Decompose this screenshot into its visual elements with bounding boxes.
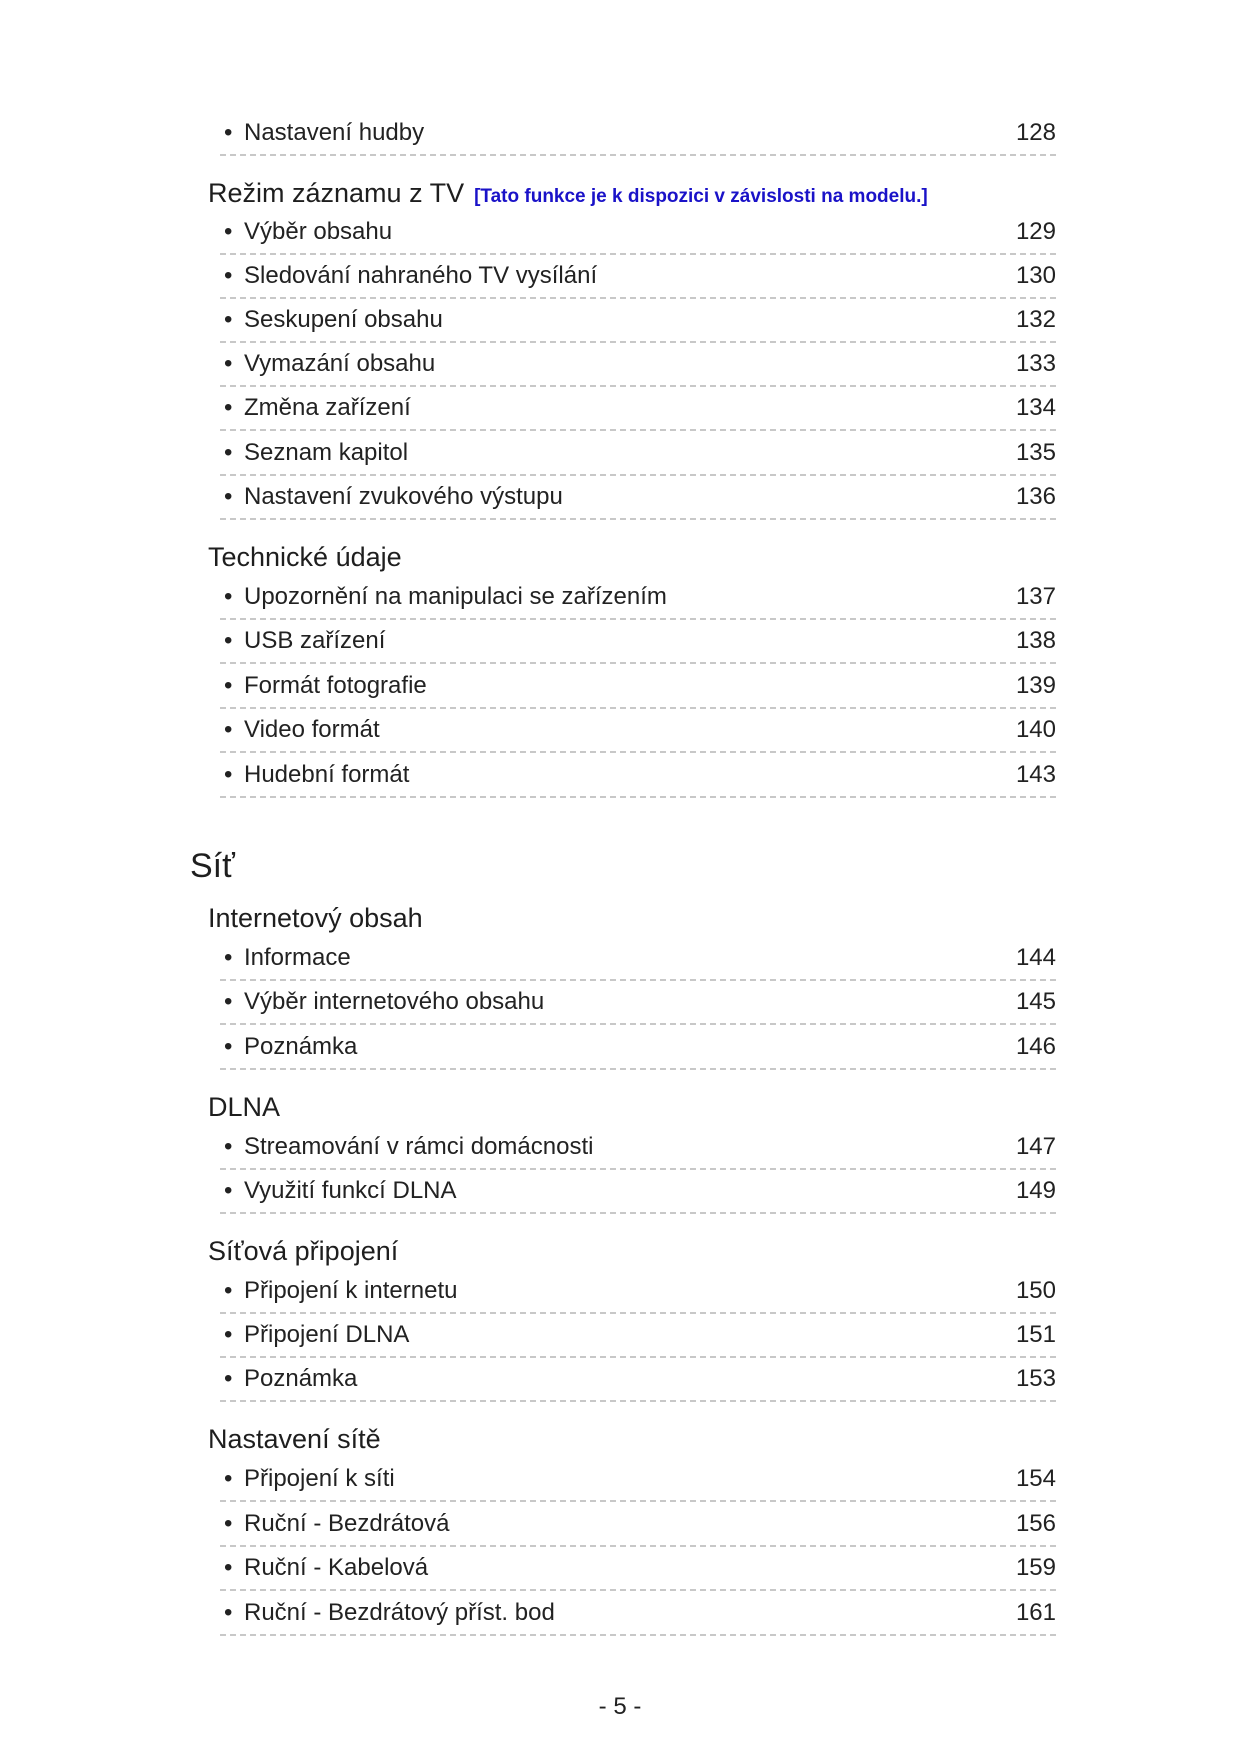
bullet-icon: •: [224, 944, 233, 971]
toc-entry-label: Připojení DLNA: [244, 1321, 410, 1348]
toc-entry[interactable]: [220, 624, 1056, 664]
toc-entry[interactable]: [220, 758, 1056, 798]
toc-entry-page: 154: [1015, 1465, 1056, 1492]
toc-entry-page: 161: [1015, 1599, 1056, 1626]
toc-entry-label: Sledování nahraného TV vysílání: [244, 262, 598, 289]
toc-entry-page: 128: [1015, 119, 1056, 146]
toc-entry[interactable]: [220, 480, 1056, 520]
toc-entry-nastaveni-hudby[interactable]: [220, 116, 1056, 156]
toc-entry-page: 146: [1015, 1033, 1056, 1060]
toc-entry-page: 145: [1015, 988, 1056, 1015]
toc-entry-label: Vymazání obsahu: [244, 350, 436, 377]
subsection-title: Režim záznamu z TV: [208, 178, 465, 208]
toc-entry-page: 147: [1015, 1133, 1056, 1160]
bullet-icon: •: [224, 1510, 233, 1537]
subsection-heading-technicke: [208, 540, 402, 574]
toc-entry-page: 137: [1015, 583, 1056, 610]
toc-entry-page: 138: [1015, 627, 1056, 654]
toc-entry-page: 135: [1015, 439, 1056, 466]
bullet-icon: •: [224, 672, 233, 699]
toc-entry-page: 159: [1015, 1554, 1056, 1581]
toc-entry-label: Informace: [244, 944, 351, 971]
section-title: Síť: [190, 847, 235, 885]
toc-entry[interactable]: [220, 391, 1056, 431]
subsection-heading-sitova: [208, 1234, 398, 1268]
toc-entry-label: Seznam kapitol: [244, 439, 409, 466]
bullet-icon: •: [224, 1177, 233, 1204]
bullet-icon: •: [224, 1554, 233, 1581]
toc-entry-label: Poznámka: [244, 1365, 358, 1392]
toc-entry-label: Ruční - Bezdrátová: [244, 1510, 450, 1537]
toc-entry-page: 151: [1015, 1321, 1056, 1348]
toc-entry-label: Ruční - Bezdrátový příst. bod: [244, 1599, 555, 1626]
toc-entry-page: 144: [1015, 944, 1056, 971]
subsection-title: Nastavení sítě: [208, 1424, 381, 1454]
toc-entry-page: 134: [1015, 394, 1056, 421]
subsection-heading-dlna: [208, 1090, 280, 1124]
toc-entry-label: Poznámka: [244, 1033, 358, 1060]
toc-entry[interactable]: [220, 1507, 1056, 1547]
toc-entry[interactable]: [220, 1462, 1056, 1502]
page-number: - 5 -: [598, 1693, 642, 1720]
subsection-title: Technické údaje: [208, 542, 402, 572]
toc-entry-page: 130: [1015, 262, 1056, 289]
bullet-icon: •: [224, 218, 233, 245]
toc-entry[interactable]: [220, 1318, 1056, 1358]
toc-entry-label: Změna zařízení: [244, 394, 411, 421]
toc-entry-label: Nastavení hudby: [244, 119, 425, 146]
subsection-title: Síťová připojení: [208, 1236, 399, 1266]
toc-entry[interactable]: [220, 1174, 1056, 1214]
bullet-icon: •: [224, 1321, 233, 1348]
toc-entry[interactable]: [220, 713, 1056, 753]
bullet-icon: •: [224, 119, 233, 146]
bullet-icon: •: [224, 1465, 233, 1492]
section-heading-sit: [190, 846, 235, 886]
toc-entry[interactable]: [220, 985, 1056, 1025]
toc-entry-label: Video formát: [244, 716, 380, 743]
bullet-icon: •: [224, 350, 233, 377]
toc-entry[interactable]: [220, 1130, 1056, 1170]
bullet-icon: •: [224, 761, 233, 788]
subsection-title: DLNA: [208, 1092, 281, 1122]
toc-entry[interactable]: [220, 1274, 1056, 1314]
toc-entry[interactable]: [220, 1362, 1056, 1402]
toc-entry-label: Ruční - Kabelová: [244, 1554, 429, 1581]
toc-entry-label: Výběr internetového obsahu: [244, 988, 545, 1015]
toc-entry-page: 136: [1015, 483, 1056, 510]
toc-entry[interactable]: [220, 303, 1056, 343]
subsection-title: Internetový obsah: [208, 903, 423, 933]
bullet-icon: •: [224, 1365, 233, 1392]
toc-entry-page: 140: [1015, 716, 1056, 743]
model-availability-note: [Tato funkce je k dispozici v závislosti na modelu.]: [474, 186, 928, 207]
toc-entry-label: Výběr obsahu: [244, 218, 393, 245]
toc-entry[interactable]: [220, 215, 1056, 255]
bullet-icon: •: [224, 1033, 233, 1060]
bullet-icon: •: [224, 1599, 233, 1626]
toc-entry-page: 132: [1015, 306, 1056, 333]
toc-entry-label: Upozornění na manipulaci se zařízením: [244, 583, 667, 610]
toc-entry-page: 153: [1015, 1365, 1056, 1392]
toc-entry-label: Seskupení obsahu: [244, 306, 443, 333]
toc-entry-page: 156: [1015, 1510, 1056, 1537]
toc-entry[interactable]: [220, 1551, 1056, 1591]
toc-entry-page: 143: [1015, 761, 1056, 788]
toc-entry[interactable]: [220, 941, 1056, 981]
toc-entry-page: 133: [1015, 350, 1056, 377]
bullet-icon: •: [224, 627, 233, 654]
bullet-icon: •: [224, 483, 233, 510]
bullet-icon: •: [224, 716, 233, 743]
bullet-icon: •: [224, 1133, 233, 1160]
toc-entry-label: Využití funkcí DLNA: [244, 1177, 457, 1204]
bullet-icon: •: [224, 306, 233, 333]
toc-entry[interactable]: [220, 347, 1056, 387]
toc-entry-page: 139: [1015, 672, 1056, 699]
bullet-icon: •: [224, 262, 233, 289]
bullet-icon: •: [224, 583, 233, 610]
toc-entry[interactable]: [220, 259, 1056, 299]
toc-entry-label: Formát fotografie: [244, 672, 427, 699]
toc-entry[interactable]: [220, 580, 1056, 620]
toc-entry-label: USB zařízení: [244, 627, 386, 654]
subsection-heading-rezim: [208, 176, 928, 214]
toc-entry[interactable]: [220, 436, 1056, 476]
toc-entry-label: Streamování v rámci domácnosti: [244, 1133, 594, 1160]
toc-entry-label: Připojení k síti: [244, 1465, 395, 1492]
toc-entry-label: Nastavení zvukového výstupu: [244, 483, 563, 510]
subsection-heading-internetovy: [208, 901, 423, 935]
toc-entry-page: 150: [1015, 1277, 1056, 1304]
bullet-icon: •: [224, 439, 233, 466]
toc-entry[interactable]: [220, 669, 1056, 709]
toc-entry-page: 129: [1015, 218, 1056, 245]
toc-entry-label: Hudební formát: [244, 761, 410, 788]
bullet-icon: •: [224, 1277, 233, 1304]
bullet-icon: •: [224, 988, 233, 1015]
subsection-heading-nastaveni-site: [208, 1422, 381, 1456]
toc-entry-page: 149: [1015, 1177, 1056, 1204]
toc-entry-label: Připojení k internetu: [244, 1277, 458, 1304]
bullet-icon: •: [224, 394, 233, 421]
toc-entry[interactable]: [220, 1030, 1056, 1070]
toc-entry[interactable]: [220, 1596, 1056, 1636]
